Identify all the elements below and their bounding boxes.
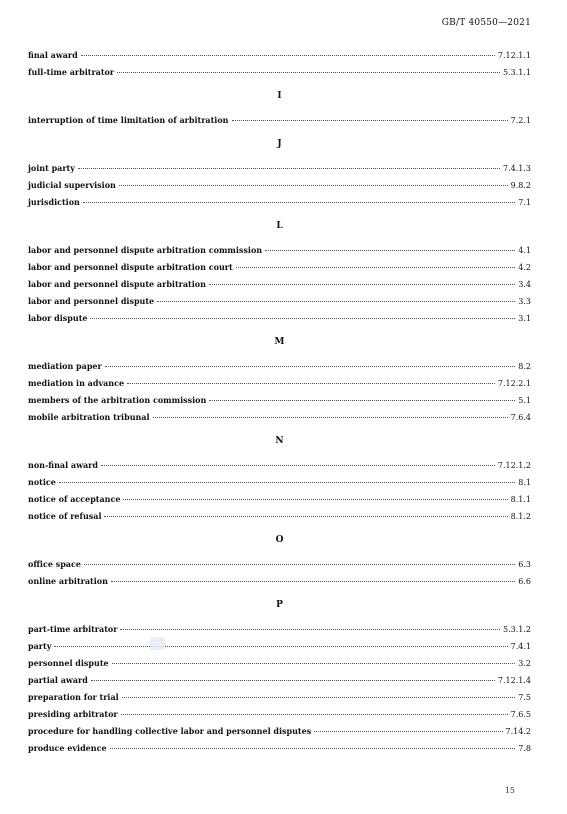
index-term: online arbitration [28, 576, 108, 586]
leader-dots [209, 400, 515, 401]
index-entry [28, 655, 531, 672]
leader-dots [78, 168, 500, 169]
index-term: part-time arbitrator [28, 624, 118, 634]
leader-dots [90, 318, 515, 319]
index-list [28, 47, 531, 757]
index-term: labor and personnel dispute arbitration [28, 279, 206, 289]
index-term: personnel dispute [28, 658, 109, 668]
index-entry [28, 706, 531, 723]
clause-ref: 5.1 [518, 396, 531, 405]
clause-ref: 6.3 [518, 560, 531, 569]
index-entry [28, 573, 531, 590]
clause-ref: 7.5 [518, 693, 531, 702]
index-term: mediation paper [28, 361, 102, 371]
index-entry [28, 310, 531, 327]
index-term: members of the arbitration commission [28, 395, 207, 405]
page-number: 15 [504, 786, 515, 795]
index-group [28, 47, 531, 81]
index-entry [28, 689, 531, 706]
index-term: presiding arbitrator [28, 709, 118, 719]
index-entry [28, 276, 531, 293]
clause-ref: 8.1.1 [510, 495, 531, 504]
index-entry [28, 375, 531, 392]
leader-dots [121, 714, 508, 715]
section-letter: J [277, 139, 282, 149]
leader-dots [123, 499, 507, 500]
leader-dots [122, 697, 516, 698]
index-term: notice [28, 477, 56, 487]
clause-ref: 7.4.1 [510, 642, 531, 651]
index-entry [28, 392, 531, 409]
index-term: mediation in advance [28, 378, 125, 388]
clause-ref: 8.1.2 [510, 512, 531, 521]
index-entry [28, 242, 531, 259]
index-entry [28, 621, 531, 638]
clause-ref: 3.4 [518, 280, 531, 289]
index-entry [28, 723, 531, 740]
index-entry [28, 508, 531, 525]
index-entry [28, 457, 531, 474]
clause-ref: 7.6.5 [510, 710, 531, 719]
index-group [28, 532, 531, 590]
clause-ref: 7.2.1 [510, 116, 531, 125]
clause-ref: 7.12.1.1 [497, 51, 531, 60]
clause-ref: 7.12.2.1 [497, 379, 531, 388]
index-term: produce evidence [28, 743, 107, 753]
leader-dots [157, 301, 515, 302]
index-term: preparation for trial [28, 692, 119, 702]
index-term: procedure for handling collective labor and personnel disputes [28, 726, 312, 736]
leader-dots [59, 482, 515, 483]
leader-dots [127, 383, 495, 384]
index-term: notice of refusal [28, 511, 102, 521]
index-term: full-time arbitrator [28, 67, 115, 77]
clause-ref: 7.6.4 [510, 413, 531, 422]
index-entry [28, 112, 531, 129]
index-term: interruption of time limitation of arbitration [28, 115, 229, 125]
index-term: non-final award [28, 460, 98, 470]
index-entry [28, 177, 531, 194]
index-entry [28, 194, 531, 211]
leader-dots [112, 663, 516, 664]
watermark-stamp [150, 637, 165, 650]
leader-dots [265, 250, 515, 251]
index-term: final award [28, 50, 78, 60]
index-term: labor and personnel dispute arbitration court [28, 262, 233, 272]
section-letter: O [275, 535, 284, 545]
leader-dots [91, 680, 495, 681]
standard-code-header: GB/T 40550—2021 [441, 18, 531, 28]
clause-ref: 7.12.1.2 [497, 461, 531, 470]
leader-dots [83, 202, 515, 203]
clause-ref: 7.8 [518, 744, 531, 753]
index-entry [28, 638, 531, 655]
leader-dots [236, 267, 516, 268]
clause-ref: 3.2 [518, 659, 531, 668]
clause-ref: 7.1 [518, 198, 531, 207]
clause-ref: 4.1 [518, 246, 531, 255]
leader-dots [153, 417, 508, 418]
index-term: party [28, 641, 52, 651]
index-term: jurisdiction [28, 197, 80, 207]
clause-ref: 3.1 [518, 314, 531, 323]
index-group [28, 334, 531, 426]
leader-dots [314, 731, 502, 732]
leader-dots [54, 646, 507, 647]
leader-dots [105, 366, 516, 367]
leader-dots [104, 516, 507, 517]
index-term: labor dispute [28, 313, 88, 323]
leader-dots [117, 72, 500, 73]
leader-dots [110, 748, 516, 749]
clause-ref: 5.3.1.2 [503, 625, 531, 634]
index-group [28, 136, 531, 211]
leader-dots [120, 629, 500, 630]
index-entry [28, 358, 531, 375]
clause-ref: 7.14.2 [505, 727, 531, 736]
index-entry [28, 160, 531, 177]
index-entry [28, 740, 531, 757]
section-letter: P [276, 600, 283, 610]
clause-ref: 8.1 [518, 478, 531, 487]
index-entry [28, 474, 531, 491]
section-letter: L [276, 221, 283, 231]
index-entry [28, 64, 531, 81]
index-entry [28, 491, 531, 508]
section-letter: M [274, 337, 285, 347]
clause-ref: 5.3.1.1 [503, 68, 531, 77]
index-entry [28, 556, 531, 573]
index-entry [28, 672, 531, 689]
clause-ref: 4.2 [518, 263, 531, 272]
index-group [28, 597, 531, 757]
section-letter: N [275, 436, 284, 446]
clause-ref: 8.2 [518, 362, 531, 371]
index-term: labor and personnel dispute arbitration commission [28, 245, 263, 255]
index-group [28, 218, 531, 327]
clause-ref: 6.6 [518, 577, 531, 586]
index-term: partial award [28, 675, 88, 685]
leader-dots [209, 284, 515, 285]
index-term: office space [28, 559, 81, 569]
leader-dots [119, 185, 508, 186]
index-entry [28, 293, 531, 310]
leader-dots [101, 465, 495, 466]
index-group [28, 88, 531, 129]
index-term: labor and personnel dispute [28, 296, 155, 306]
leader-dots [84, 564, 515, 565]
index-entry [28, 47, 531, 64]
leader-dots [111, 581, 515, 582]
leader-dots [81, 55, 495, 56]
clause-ref: 7.4.1.3 [503, 164, 531, 173]
clause-ref: 3.3 [518, 297, 531, 306]
index-term: joint party [28, 163, 75, 173]
leader-dots [232, 120, 508, 121]
index-term: mobile arbitration tribunal [28, 412, 150, 422]
clause-ref: 9.8.2 [510, 181, 531, 190]
clause-ref: 7.12.1.4 [497, 676, 531, 685]
index-term: notice of acceptance [28, 494, 121, 504]
index-entry [28, 259, 531, 276]
section-letter: I [277, 91, 282, 101]
index-entry [28, 409, 531, 426]
index-term: judicial supervision [28, 180, 116, 190]
index-group [28, 433, 531, 525]
